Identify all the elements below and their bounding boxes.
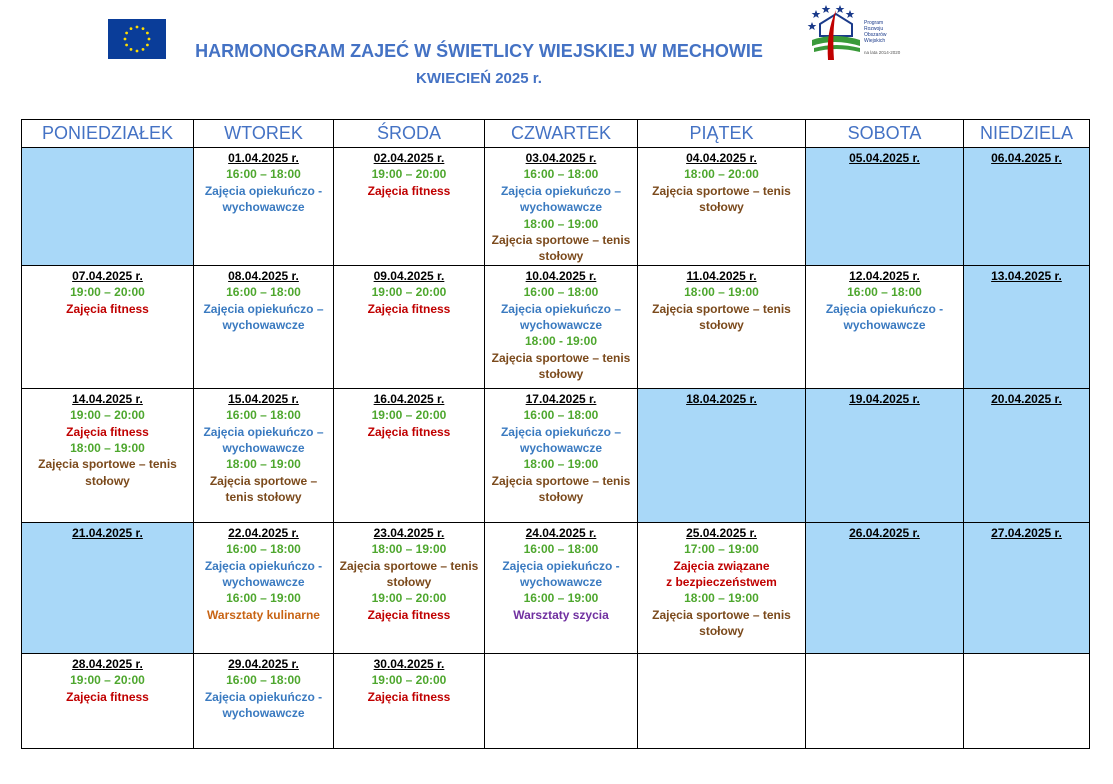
cell-date: 24.04.2025 r.	[525, 525, 597, 540]
cell-time: 18:00 – 19:00	[684, 285, 759, 300]
cell-time: 18:00 – 19:00	[684, 591, 759, 606]
cell-date: 13.04.2025 r.	[991, 268, 1062, 283]
cell-activity: Zajęcia opiekuńczo –	[500, 424, 622, 439]
cell-activity: wychowawcze	[519, 318, 603, 333]
cell-activity: Zajęcia sportowe – tenis	[652, 183, 791, 198]
cell-date: 19.04.2025 r.	[849, 391, 920, 406]
day-cell	[22, 653, 194, 748]
day-cell	[334, 265, 485, 388]
day-header: WTOREK	[194, 120, 334, 148]
cell-time: 16:00 – 18:00	[226, 673, 301, 688]
cell-activity: stołowy	[538, 249, 584, 264]
cell-date: 27.04.2025 r.	[991, 525, 1062, 540]
day-cell	[334, 388, 485, 522]
cell-activity: wychowawcze	[222, 441, 305, 456]
day-cell	[806, 522, 964, 653]
cell-activity: Zajęcia sportowe – tenis	[652, 301, 791, 316]
day-cell	[22, 265, 194, 388]
cell-time: 19:00 – 20:00	[371, 167, 447, 182]
cell-date: 02.04.2025 r.	[373, 151, 445, 165]
cell-time: 16:00 – 18:00	[226, 542, 301, 557]
cell-date: 18.04.2025 r.	[686, 391, 757, 406]
day-cell	[194, 388, 334, 522]
cell-activity: wychowawcze	[222, 200, 305, 215]
cell-activity: stołowy	[85, 473, 130, 488]
cell-activity: Zajęcia sportowe – tenis	[652, 607, 791, 622]
day-cell	[638, 148, 806, 266]
cell-activity: wychowawcze	[519, 200, 603, 215]
day-cell	[22, 148, 194, 266]
day-cell	[806, 148, 964, 266]
day-cell	[334, 653, 485, 748]
cell-activity: Zajęcia związane	[673, 558, 770, 573]
cell-activity: z bezpieczeństwem	[666, 575, 777, 590]
cell-activity: wychowawcze	[222, 706, 305, 721]
cell-time: 18:00 – 19:00	[523, 457, 599, 472]
cell-activity: Zajęcia opiekuńczo -	[825, 301, 944, 316]
cell-time: 18:00 – 19:00	[371, 542, 447, 557]
day-cell	[22, 522, 194, 653]
day-cell	[964, 653, 1090, 748]
cell-activity: tenis stołowy	[225, 490, 302, 505]
day-cell	[194, 148, 334, 266]
cell-activity: Zajęcia sportowe – tenis	[491, 233, 631, 248]
cell-time: 16:00 – 18:00	[226, 408, 301, 423]
cell-activity: stołowy	[699, 624, 744, 639]
day-header: ŚRODA	[334, 120, 485, 148]
day-header: PONIEDZIAŁEK	[22, 120, 194, 148]
cell-date: 09.04.2025 r.	[373, 268, 445, 283]
cell-date: 26.04.2025 r.	[849, 525, 920, 540]
cell-time: 16:00 – 18:00	[523, 167, 599, 182]
page-subtitle: KWIECIEŃ 2025 r.	[416, 70, 542, 87]
day-header: NIEDZIELA	[964, 120, 1090, 148]
cell-date: 10.04.2025 r.	[525, 268, 597, 283]
cell-activity: wychowawcze	[222, 575, 305, 590]
cell-activity: stołowy	[386, 575, 432, 590]
cell-date: 03.04.2025 r.	[525, 151, 597, 165]
logo-text-line4: Wiejskich	[864, 38, 886, 44]
cell-date: 14.04.2025 r.	[72, 391, 143, 406]
cell-date: 04.04.2025 r.	[686, 151, 757, 165]
cell-time: 18:00 – 19:00	[523, 216, 599, 231]
cell-time: 16:00 – 19:00	[226, 591, 301, 606]
logo-text-line1: Program	[864, 20, 884, 26]
cell-activity: stołowy	[699, 200, 744, 215]
cell-date: 17.04.2025 r.	[525, 391, 597, 406]
cell-date: 12.04.2025 r.	[849, 268, 920, 283]
day-cell	[964, 265, 1090, 388]
day-cell	[485, 388, 638, 522]
day-header: PIĄTEK	[638, 120, 806, 148]
day-cell	[22, 388, 194, 522]
cell-time: 16:00 – 18:00	[847, 285, 922, 300]
day-cell	[194, 653, 334, 748]
cell-activity: stołowy	[538, 367, 584, 382]
cell-time: 16:00 – 18:00	[523, 285, 599, 300]
cell-date: 23.04.2025 r.	[373, 525, 445, 540]
cell-time: 18:00 – 19:00	[70, 441, 145, 456]
week-row	[22, 388, 1090, 522]
cell-time: 17:00 – 19:00	[684, 542, 759, 557]
cell-activity: Zajęcia opiekuńczo –	[500, 301, 622, 316]
day-cell	[806, 388, 964, 522]
cell-activity: Zajęcia sportowe – tenis	[339, 558, 479, 573]
cell-activity: Zajęcia fitness	[66, 301, 149, 316]
week-row	[22, 522, 1090, 653]
cell-time: 19:00 – 20:00	[371, 408, 447, 423]
day-cell	[485, 522, 638, 653]
cell-activity: wychowawcze	[519, 575, 603, 590]
cell-time: 16:00 – 18:00	[226, 167, 301, 182]
cell-activity: Zajęcia opiekuńczo –	[500, 183, 622, 198]
cell-activity: wychowawcze	[222, 318, 305, 333]
cell-activity: Zajęcia opiekuńczo –	[203, 424, 324, 439]
day-cell	[334, 522, 485, 653]
cell-activity: wychowawcze	[843, 318, 926, 333]
cell-activity: Zajęcia fitness	[66, 424, 149, 439]
day-cell	[194, 522, 334, 653]
cell-activity: Zajęcia opiekuńczo -	[204, 183, 323, 198]
day-cell	[485, 148, 638, 266]
logo-text-line3: Obszarów	[864, 32, 887, 38]
cell-activity: Warsztaty kulinarne	[207, 607, 320, 622]
cell-date: 28.04.2025 r.	[72, 656, 143, 671]
day-cell	[806, 653, 964, 748]
cell-activity: Zajęcia sportowe – tenis	[38, 457, 177, 472]
cell-date: 07.04.2025 r.	[72, 268, 143, 283]
cell-time: 19:00 – 20:00	[70, 285, 145, 300]
cell-date: 29.04.2025 r.	[228, 656, 299, 671]
cell-date: 08.04.2025 r.	[228, 268, 299, 283]
day-cell	[964, 148, 1090, 266]
cell-time: 19:00 – 20:00	[371, 591, 447, 606]
cell-time: 16:00 – 19:00	[523, 591, 599, 606]
schedule-table	[21, 119, 1090, 749]
cell-activity: Zajęcia fitness	[367, 689, 451, 704]
day-header: SOBOTA	[806, 120, 964, 148]
cell-time: 19:00 – 20:00	[371, 285, 447, 300]
week-row	[22, 653, 1090, 748]
day-header: CZWARTEK	[485, 120, 638, 148]
cell-date: 25.04.2025 r.	[686, 525, 757, 540]
day-cell	[638, 653, 806, 748]
week-row	[22, 148, 1090, 266]
logo-text-line2: Rozwoju	[864, 26, 884, 32]
cell-date: 22.04.2025 r.	[228, 525, 299, 540]
cell-activity: Zajęcia sportowe – tenis	[491, 350, 631, 365]
cell-time: 16:00 – 18:00	[226, 285, 301, 300]
cell-time: 18:00 – 19:00	[226, 457, 301, 472]
week-row	[22, 265, 1090, 388]
cell-activity: Zajęcia fitness	[66, 689, 149, 704]
day-cell	[806, 265, 964, 388]
cell-date: 16.04.2025 r.	[373, 391, 445, 406]
day-cell	[194, 265, 334, 388]
cell-time: 19:00 – 20:00	[371, 673, 447, 688]
cell-activity: Zajęcia opiekuńczo -	[502, 558, 620, 573]
day-cell	[638, 522, 806, 653]
cell-activity: stołowy	[538, 490, 584, 505]
day-header-row	[22, 120, 1090, 148]
cell-activity: stołowy	[699, 318, 744, 333]
cell-date: 01.04.2025 r.	[228, 151, 299, 165]
cell-activity: Zajęcia sportowe – tenis	[491, 473, 631, 488]
cell-activity: wychowawcze	[519, 441, 603, 456]
cell-time: 18:00 - 19:00	[524, 334, 598, 349]
cell-time: 19:00 – 20:00	[70, 408, 145, 423]
cell-activity: Zajęcia opiekuńczo -	[204, 558, 323, 573]
cell-date: 11.04.2025 r.	[686, 268, 757, 283]
day-cell	[638, 388, 806, 522]
cell-activity: Warsztaty szycia	[513, 607, 609, 622]
day-cell	[334, 148, 485, 266]
cell-date: 05.04.2025 r.	[849, 151, 920, 165]
cell-activity: Zajęcia opiekuńczo –	[203, 301, 324, 316]
cell-date: 06.04.2025 r.	[991, 151, 1062, 165]
cell-time: 16:00 – 18:00	[523, 408, 599, 423]
day-cell	[964, 522, 1090, 653]
day-cell	[485, 653, 638, 748]
cell-activity: Zajęcia opiekuńczo -	[204, 689, 323, 704]
day-cell	[638, 265, 806, 388]
cell-time: 16:00 – 18:00	[523, 542, 599, 557]
cell-activity: Zajęcia fitness	[367, 183, 451, 198]
cell-activity: Zajęcia fitness	[367, 301, 451, 316]
cell-activity: Zajęcia fitness	[367, 607, 451, 622]
cell-time: 18:00 – 20:00	[684, 167, 759, 182]
logo-text-line5: na lata 2014-2020	[864, 50, 901, 55]
day-cell	[485, 265, 638, 388]
schedule-body	[22, 148, 1090, 749]
page-title: HARMONOGRAM ZAJEĆ W ŚWIETLICY WIEJSKIEJ W MECHOWIE	[195, 41, 763, 61]
cell-activity: Zajęcia sportowe –	[209, 473, 318, 488]
cell-date: 30.04.2025 r.	[373, 656, 445, 671]
day-cell	[964, 388, 1090, 522]
cell-date: 15.04.2025 r.	[228, 391, 299, 406]
cell-time: 19:00 – 20:00	[70, 673, 145, 688]
cell-date: 20.04.2025 r.	[991, 391, 1062, 406]
cell-activity: Zajęcia fitness	[367, 424, 451, 439]
cell-date: 21.04.2025 r.	[72, 525, 143, 540]
